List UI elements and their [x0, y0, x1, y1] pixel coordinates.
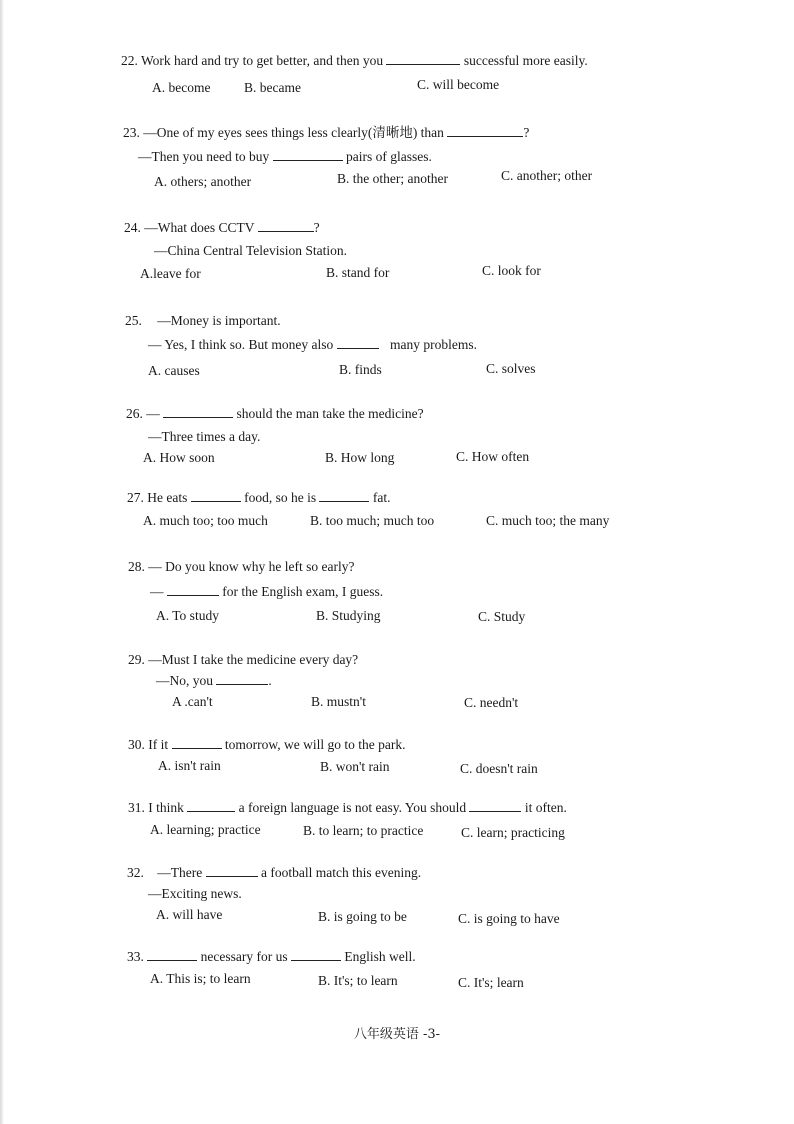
option-c: C. doesn't rain: [460, 761, 538, 776]
option-a: A .can't: [172, 694, 213, 709]
question-number: 31.: [128, 800, 145, 815]
question-29-stem: 29. —Must I take the medicine every day?: [128, 652, 359, 667]
option-b: B. became: [244, 80, 301, 95]
answer-blank: [187, 799, 235, 812]
option-c: C. look for: [482, 263, 541, 278]
option-c: C. is going to have: [458, 911, 560, 926]
question-25-line2: — Yes, I think so. But money also many problems.: [148, 337, 478, 352]
option-c: C. solves: [486, 361, 536, 376]
question-33-stem: 33. necessary for us English well.: [127, 949, 416, 964]
question-23-line2: —Then you need to buy pairs of glasses.: [138, 149, 432, 164]
question-number: 27.: [127, 490, 144, 505]
option-b: B. How long: [325, 450, 395, 465]
answer-blank: [163, 405, 233, 418]
scan-margin-shadow: [0, 0, 4, 1124]
option-c: C. Study: [478, 609, 526, 624]
question-number: 25.: [125, 313, 142, 328]
option-c: C. How often: [456, 449, 530, 464]
answer-blank: [167, 583, 219, 596]
option-a: A. become: [152, 80, 211, 95]
question-25-stem: 25. —Money is important.: [125, 313, 281, 328]
question-26-stem: 26. — should the man take the medicine?: [126, 406, 424, 421]
option-a: A. To study: [156, 608, 219, 623]
question-number: 32.: [127, 865, 144, 880]
option-c: C. needn't: [464, 695, 519, 710]
answer-blank: [206, 864, 258, 877]
question-number: 29.: [128, 652, 145, 667]
answer-blank: [337, 336, 379, 349]
option-a: A. causes: [148, 363, 200, 378]
answer-blank: [291, 948, 341, 961]
answer-blank: [147, 948, 197, 961]
question-number: 30.: [128, 737, 145, 752]
option-b: B. to learn; to practice: [303, 823, 424, 838]
answer-blank: [273, 148, 343, 161]
option-b: B. won't rain: [320, 759, 390, 774]
option-b: B. mustn't: [311, 694, 366, 709]
option-c: C. will become: [417, 77, 500, 92]
option-b: B. too much; much too: [310, 513, 435, 528]
question-32-stem: 32. —There a football match this evening.: [127, 865, 422, 880]
question-24-line2: —China Central Television Station.: [154, 243, 348, 258]
question-29-line2: —No, you .: [156, 673, 272, 688]
option-b: B. finds: [339, 362, 382, 377]
answer-blank: [258, 219, 314, 232]
answer-blank: [319, 489, 369, 502]
question-24-stem: 24. —What does CCTV ?: [124, 220, 320, 235]
option-c: C. It's; learn: [458, 975, 524, 990]
answer-blank: [191, 489, 241, 502]
answer-blank: [469, 799, 521, 812]
question-23-stem: 23. —One of my eyes sees things less clearly(清晰地) than ?: [123, 125, 530, 140]
option-b: B. stand for: [326, 265, 390, 280]
question-28-line2: — for the English exam, I guess.: [150, 584, 384, 599]
question-number: 23.: [123, 125, 140, 140]
option-b: B. the other; another: [337, 171, 448, 186]
option-a: A. isn't rain: [158, 758, 221, 773]
option-b: B. Studying: [316, 608, 381, 623]
page-footer: 八年级英语 -3-: [353, 1027, 441, 1042]
question-31-stem: 31. I think a foreign language is not easy. You should it often.: [128, 800, 567, 815]
option-a: A. others; another: [154, 174, 252, 189]
question-22-stem: 22. Work hard and try to get better, and then you successful more easily.: [121, 53, 588, 68]
option-a: A. learning; practice: [150, 822, 261, 837]
option-a: A. This is; to learn: [150, 971, 251, 986]
question-28-stem: 28. — Do you know why he left so early?: [128, 559, 355, 574]
option-a: A.leave for: [140, 266, 201, 281]
answer-blank: [172, 736, 222, 749]
question-number: 22.: [121, 53, 138, 68]
answer-blank: [447, 124, 523, 137]
option-b: B. It's; to learn: [318, 973, 398, 988]
option-a: A. How soon: [143, 450, 215, 465]
question-27-stem: 27. He eats food, so he is fat.: [127, 490, 391, 505]
question-number: 26.: [126, 406, 143, 421]
option-a: A. will have: [156, 907, 223, 922]
question-30-stem: 30. If it tomorrow, we will go to the park.: [128, 737, 406, 752]
answer-blank: [216, 672, 268, 685]
option-c: C. much too; the many: [486, 513, 610, 528]
question-32-line2: —Exciting news.: [148, 886, 242, 901]
option-b: B. is going to be: [318, 909, 407, 924]
question-number: 33.: [127, 949, 144, 964]
option-c: C. another; other: [501, 168, 593, 183]
question-number: 28.: [128, 559, 145, 574]
question-number: 24.: [124, 220, 141, 235]
answer-blank: [386, 52, 460, 65]
option-c: C. learn; practicing: [461, 825, 565, 840]
option-a: A. much too; too much: [143, 513, 268, 528]
question-26-line2: —Three times a day.: [148, 429, 261, 444]
